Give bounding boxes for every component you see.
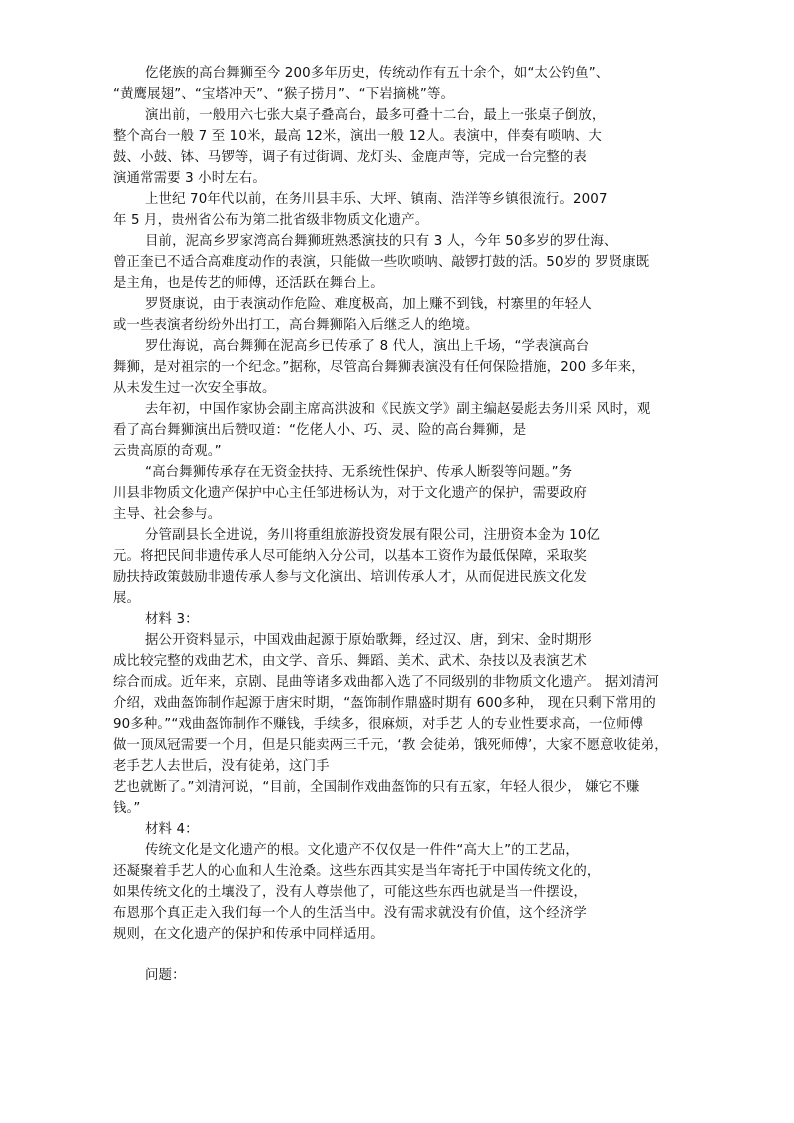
text-line: 目前，泥高乡罗家湾高台舞狮班熟悉演技的只有 3 人，今年 50多岁的罗仕海、	[145, 234, 618, 249]
text-line: 云贵高原的奇观。”	[113, 444, 222, 459]
text-line: 介绍，戏曲盔饰制作起源于唐宋时期，“盔饰制作鼎盛时期有 600多种， 现在只剩下常用的	[113, 696, 656, 711]
text-line: 老手艺人去世后，没有徒弟，这门手	[113, 759, 330, 774]
text-line: 主导、社会参与。	[113, 507, 222, 522]
text-line: 传统文化是文化遗产的根。文化遗产不仅仅是一件件“高大上”的工艺品，	[145, 843, 579, 858]
text-line: 年 5 月，贵州省公布为第二批省级非物质文化遗产。	[113, 213, 429, 228]
text-line: 看了高台舞狮演出后赞叹道：“仡佬人小、巧、灵、险的高台舞狮，是	[113, 423, 527, 438]
text-line: 演通常需要 3 小时左右。	[113, 171, 266, 186]
section-heading: 材料 4：	[145, 822, 199, 837]
text-line: “高台舞狮传承存在无资金扶持、无系统性保护、传承人断裂等问题。”务	[145, 465, 573, 480]
text-line: 据公开资料显示，中国戏曲起源于原始歌舞，经过汉、唐，到宋、金时期形	[145, 633, 592, 648]
text-line: 钱。”	[113, 801, 141, 816]
text-line: 川县非物质文化遗产保护中心主任邹进杨认为，对于文化遗产的保护，需要政府	[113, 486, 587, 501]
text-line: 鼓、小鼓、钵、马锣等，调子有过街调、龙灯头、金鹿声等，完成一台完整的表	[113, 150, 587, 165]
text-line: 罗贤康说，由于表演动作危险、难度极高，加上赚不到钱，村寨里的年轻人	[145, 297, 592, 312]
text-line: 去年初，中国作家协会副主席高洪波和《民族文学》副主编赵晏彪去务川采 风时，观	[145, 402, 651, 417]
text-line: 布恩那个真正走入我们每一个人的生活当中。没有需求就没有价值，这个经济学	[113, 906, 587, 921]
text-line: 做一顶凤冠需要一个月，但是只能卖两三千元，‘教 会徒弟，饿死师傅’，大家不愿意收徒弟，	[113, 738, 668, 753]
text-line: 艺也就断了。”刘清河说，“目前，全国制作戏曲盔饰的只有五家，年轻人很少， 嫌它不赚	[113, 780, 640, 795]
text-line: 舞狮，是对祖宗的一个纪念。”据称，尽管高台舞狮表演没有任何保险措施，200 多年来，	[113, 360, 645, 375]
text-line: 还凝聚着手艺人的心血和人生沧桑。这些东西其实是当年寄托于中国传统文化的，	[113, 864, 601, 879]
section-heading: 材料 3：	[145, 612, 199, 627]
text-line: 仡佬族的高台舞狮至今 200多年历史，传统动作有五十余个，如“太公钓鱼”、	[145, 66, 610, 81]
text-line: 或一些表演者纷纷外出打工，高台舞狮陷入后继乏人的绝境。	[113, 318, 479, 333]
text-line: 从未发生过一次安全事故。	[113, 381, 276, 396]
question-label: 问题：	[145, 968, 186, 983]
text-line: 整个高台一般 7 至 10米，最高 12米，演出一般 12人。表演中，伴奏有唢呐、大	[113, 129, 602, 144]
text-line: 展。	[113, 591, 141, 606]
text-line: 罗仕海说，高台舞狮在泥高乡已传承了 8 代人，演出上千场，“学表演高台	[145, 339, 590, 354]
text-line: 上世纪 70年代以前，在务川县丰乐、大坪、镇南、浩洋等乡镇很流行。2007	[145, 192, 608, 207]
text-line: 励扶持政策鼓励非遗传承人参与文化演出、培训传承人才，从而促进民族文化发	[113, 570, 587, 585]
text-line: 元。将把民间非遗传承人尽可能纳入分公司，以基本工资作为最低保障，采取奖	[113, 549, 587, 564]
text-line: 90多种。”“戏曲盔饰制作不赚钱，手续多，很麻烦，对手艺 人的专业性要求高，一位师傅	[113, 717, 644, 732]
text-line: 是主角，也是传艺的师傅，还活跃在舞台上。	[113, 276, 384, 291]
text-line: 规则，在文化遗产的保护和传承中同样适用。	[113, 927, 384, 942]
text-line: “黄鹰展翅”、“宝塔冲天”、“猴子捞月”、“下岩摘桃”等。	[113, 87, 455, 102]
text-line: 综合而成。近年来，京剧、昆曲等诸多戏曲都入选了不同级别的非物质文化遗产。 据刘清河	[113, 675, 660, 690]
text-line: 分管副县长全进说，务川将重组旅游投资发展有限公司，注册资本金为 10亿	[145, 528, 601, 543]
text-line: 曾正奎已不适合高难度动作的表演，只能做一些吹唢呐、敲锣打鼓的活。50岁的 罗贤康既	[113, 255, 650, 270]
text-line: 演出前，一般用六七张大桌子叠高台，最多可叠十二台，最上一张桌子倒放，	[145, 108, 606, 123]
text-line: 如果传统文化的土壤没了，没有人尊崇他了，可能这些东西也就是当一件摆设，	[113, 885, 587, 900]
text-line: 成比较完整的戏曲艺术，由文学、音乐、舞蹈、美术、武术、杂技以及表演艺术	[113, 654, 587, 669]
